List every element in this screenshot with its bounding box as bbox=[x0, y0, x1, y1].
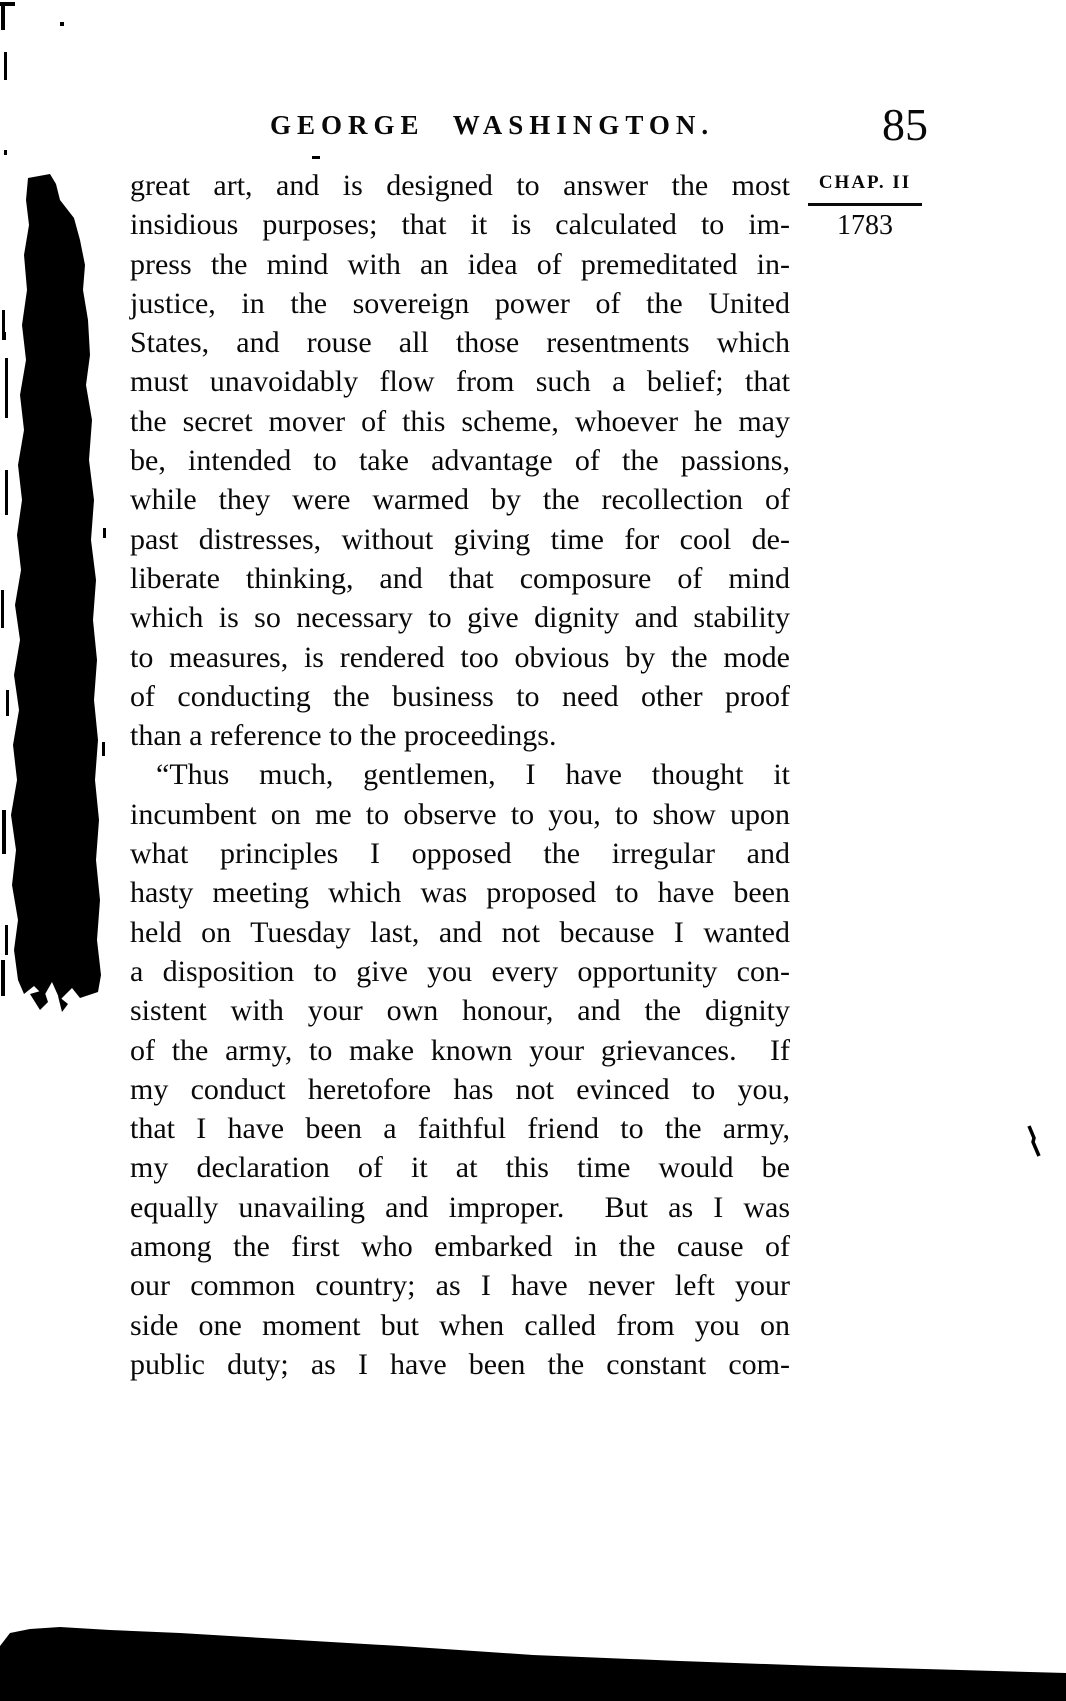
text-line: public duty; as I have been the constant com- bbox=[130, 1347, 790, 1381]
text-line: side one moment but when called from you on bbox=[130, 1308, 790, 1342]
text-line: liberate thinking, and that composure of mind bbox=[130, 561, 790, 595]
ink-mark bbox=[102, 742, 105, 756]
text-line: great art, and is designed to answer the most bbox=[130, 169, 790, 202]
text-line: the secret mover of this scheme, whoever he may bbox=[130, 404, 790, 438]
text-line: hasty meeting which was proposed to have been bbox=[130, 876, 790, 910]
text-line: justice, in the sovereign power of the United bbox=[130, 286, 790, 320]
text-line: while they were warmed by the recollection of bbox=[130, 483, 790, 517]
text-line: my declaration of it at this time would be bbox=[130, 1151, 790, 1185]
margin-note-year: 1783 bbox=[837, 210, 893, 241]
ink-mark bbox=[4, 150, 7, 155]
text-line: to measures, is rendered too obvious by the mode bbox=[130, 640, 790, 674]
text-line: our common country; as I have never left your bbox=[130, 1269, 790, 1303]
text-line: equally unavailing and improper. But as I was bbox=[130, 1190, 790, 1224]
text-line: than a reference to the proceedings. bbox=[130, 719, 557, 753]
text-line: States, and rouse all those resentments which bbox=[130, 326, 790, 360]
margin-note bbox=[806, 172, 924, 242]
body-text bbox=[130, 166, 790, 1384]
text-line: of the army, to make known your grievances. If bbox=[130, 1033, 790, 1067]
ink-mark bbox=[60, 22, 64, 26]
margin-note-chapter: CHAP. II bbox=[818, 172, 912, 193]
scan-artifact-gutter-shadow bbox=[0, 170, 115, 1015]
text-line: press the mind with an idea of premeditated in- bbox=[130, 247, 790, 281]
text-line: held on Tuesday last, and not because I wanted bbox=[130, 915, 790, 949]
text-line: must unavoidably flow from such a belief; that bbox=[130, 365, 790, 399]
text-line: past distresses, without giving time for cool de- bbox=[130, 522, 790, 556]
text-line: among the first who embarked in the cause of bbox=[130, 1230, 790, 1264]
ink-mark bbox=[4, 52, 7, 80]
running-header-title: GEORGE WASHINGTON. bbox=[270, 110, 715, 140]
ink-mark bbox=[3, 332, 6, 340]
ink-mark-backslash bbox=[1024, 1124, 1048, 1160]
ink-mark bbox=[1, 6, 5, 30]
text-line: of conducting the business to need other proof bbox=[130, 679, 790, 713]
text-line: my conduct heretofore has not evinced to you, bbox=[130, 1072, 790, 1106]
text-line: be, intended to take advantage of the passions, bbox=[130, 444, 790, 478]
ink-mark bbox=[103, 528, 106, 538]
ink-mark bbox=[5, 358, 8, 418]
text-line: incumbent on me to observe to you, to show upon bbox=[130, 797, 790, 831]
text-line: what principles I opposed the irregular and bbox=[130, 837, 790, 871]
ink-mark bbox=[312, 156, 320, 159]
page-number: 85 bbox=[882, 99, 928, 150]
scan-artifact-bottom-band bbox=[0, 1620, 1066, 1701]
text-line: sistent with your own honour, and the dignity bbox=[130, 994, 790, 1028]
ink-mark bbox=[54, 1664, 58, 1669]
text-line: a disposition to give you every opportunity con- bbox=[130, 954, 790, 988]
text-line: insidious purposes; that it is calculated to im- bbox=[130, 208, 790, 242]
text-line: that I have been a faithful friend to the army, bbox=[130, 1112, 790, 1146]
text-line: “Thus much, gentlemen, I have thought it bbox=[156, 758, 790, 792]
margin-note-rule bbox=[808, 203, 922, 206]
text-line: which is so necessary to give dignity and stability bbox=[130, 601, 790, 635]
